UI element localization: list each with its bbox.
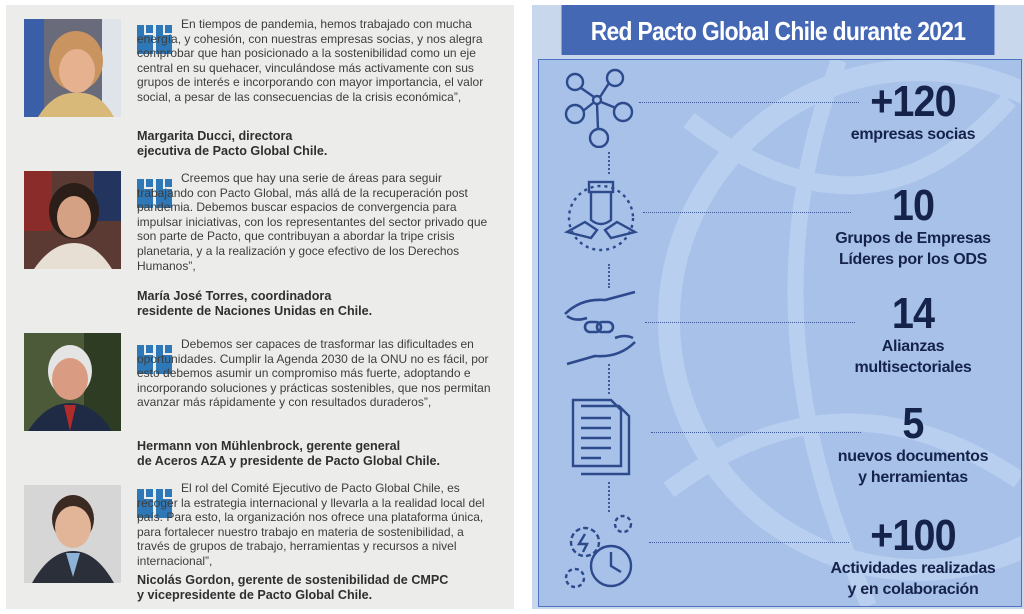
- network-people-icon: [561, 68, 641, 148]
- author-role: residente de Naciones Unidas en Chile.: [137, 304, 373, 318]
- quote-author: [137, 289, 507, 319]
- quote-block: [6, 165, 514, 323]
- connector-line: [608, 264, 610, 288]
- stat-number: 14: [891, 289, 935, 338]
- author-name: Margarita Ducci, directora: [137, 129, 293, 143]
- stat-label: Actividades realizadas: [830, 560, 996, 577]
- quote-text: El rol del Comité Ejecutivo de Pacto Global Chile, es recoger la estrategia internacional y llevarla a la realidad local del país. Para esto, la organización nos ofrece una plataforma única, para fortalecer nuestro trabajo en materia de sostenibilidad, a través de grupos de trabajo, herramientas y recursos a nivel internacional”,: [137, 481, 485, 568]
- quote-text: Creemos que hay una serie de áreas para seguir trabajando con Pacto Global, más allá de la recuperación post pandemia. Debemos buscar espacios de convergencia para impulsar iniciativas, con los representantes del sector privado que son parte de Pacto, que contribuyan a abordar la tripe crisis planetaria, y a la realización y goce efectivo de los Derechos Humanos”,: [137, 171, 488, 273]
- stat-label: y herramientas: [858, 469, 968, 486]
- infographic-panel: [532, 5, 1024, 609]
- quotes-panel: [6, 5, 514, 609]
- quote-text: En tiempos de pandemia, hemos trabajado con mucha energía, y cohesión, con nuestras empresas socias, y nos alegra comprobar que han posicionado a la sostenibilidad como un eje central en su quehacer, vinculándose más activamente con sus grupos de interés e incorporando con mayor importancia, el valor social, a pesar de las consecuencias de la crisis económica”,: [137, 17, 484, 104]
- stat-number: 10: [891, 181, 935, 230]
- stat-label: multisectoriales: [854, 359, 972, 376]
- stat-number: +120: [870, 77, 956, 126]
- quote-author: [137, 439, 507, 469]
- stat-label: Grupos de Empresas: [835, 230, 991, 247]
- quote-text: Debemos ser capaces de trasformar las dificultades en oportunidades. Cumplir la Agenda 2030 de la ONU no es fácil, por esto debemos asumir un compromiso más fuerte, adoptando e incorporando soluciones y prácticas sostenibles, que nos permitan avanzar más rápidamente y con resultados duraderos”,: [137, 337, 491, 410]
- infographic-title: Red Pacto Global Chile durante 2021: [562, 5, 995, 55]
- connector-line: [608, 364, 610, 394]
- stat-label: empresas socias: [850, 126, 976, 143]
- portrait-photo: [24, 485, 121, 583]
- stat-label: Líderes por los ODS: [838, 251, 988, 268]
- portrait-photo: [24, 333, 121, 431]
- joined-hands-icon: [561, 176, 641, 256]
- stat-number: +100: [870, 511, 956, 560]
- connector-line: [608, 152, 610, 174]
- connector-line: [608, 482, 610, 512]
- author-name: María José Torres, coordinadora: [137, 289, 332, 303]
- handshake-chain-icon: [561, 288, 641, 368]
- gears-clock-icon: [561, 512, 641, 592]
- quote-block: [6, 11, 514, 161]
- stat-label: nuevos documentos: [837, 448, 989, 465]
- quote-author: [137, 129, 507, 159]
- author-role: y vicepresidente de Pacto Global Chile.: [137, 588, 373, 602]
- stat-item: [813, 77, 1013, 145]
- quote-block: [6, 331, 514, 481]
- stat-label: y en colaboración: [847, 581, 979, 598]
- author-name: Nicolás Gordon, gerente de sostenibilidad de CMPC: [137, 573, 449, 587]
- author-name: Hermann von Mühlenbrock, gerente general: [137, 439, 401, 453]
- stat-item: [813, 399, 1013, 488]
- stats-area: [538, 59, 1022, 607]
- quote-author: [137, 573, 507, 603]
- stat-item: [813, 289, 1013, 378]
- author-role: de Aceros AZA y presidente de Pacto Global Chile.: [137, 454, 441, 468]
- stat-item: [813, 181, 1013, 270]
- documents-icon: [561, 396, 641, 476]
- quote-block: [6, 475, 514, 609]
- stat-item: [813, 511, 1013, 600]
- stat-number: 5: [902, 399, 924, 448]
- portrait-photo: [24, 19, 121, 117]
- stat-label: Alianzas: [881, 338, 945, 355]
- author-role: ejecutiva de Pacto Global Chile.: [137, 144, 328, 158]
- portrait-photo: [24, 171, 121, 269]
